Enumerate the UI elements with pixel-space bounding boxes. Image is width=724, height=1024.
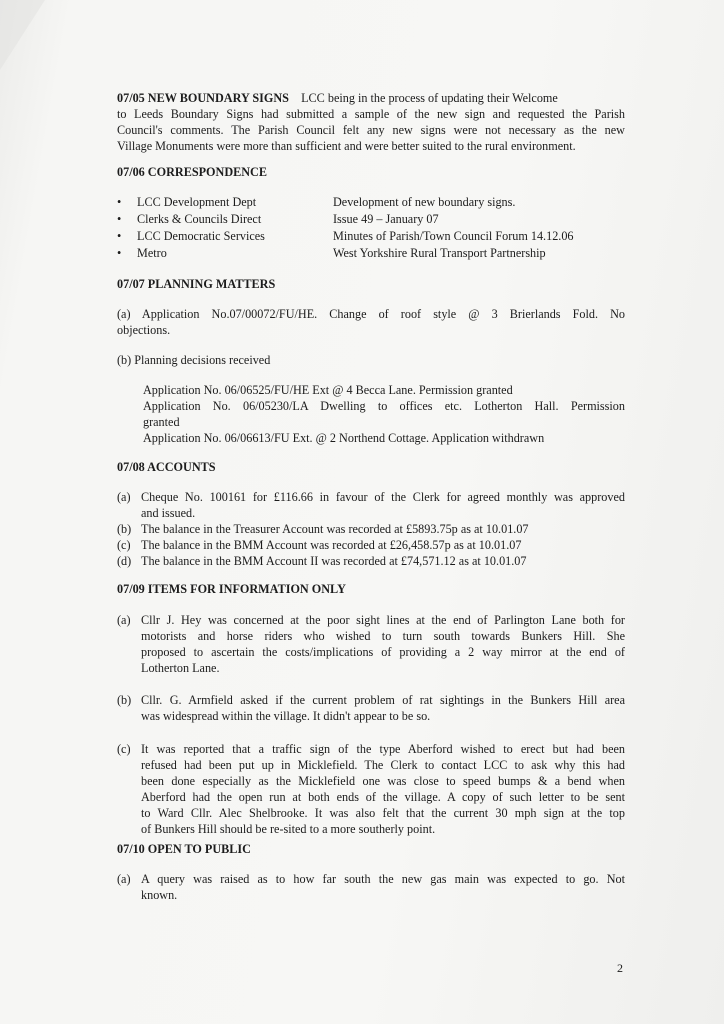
correspondence-org: Metro bbox=[137, 246, 167, 260]
item-number: (b) bbox=[117, 522, 132, 536]
public-list bbox=[117, 871, 625, 905]
paragraph-line: been done especially as the Micklefield one was close to speed bumps & a bend when bbox=[141, 774, 625, 788]
paragraph-line: Cllr J. Hey was concerned at the poor sight lines at the end of Parlington Lane both for bbox=[141, 613, 625, 627]
bullet-icon: • bbox=[117, 195, 122, 209]
item-number: (c) bbox=[117, 742, 131, 756]
paragraph-line: was widespread within the village. It didn't appear to be so. bbox=[141, 709, 431, 723]
paragraph-line: Cheque No. 100161 for £116.66 in favour of the Clerk for agreed monthly was approved bbox=[141, 490, 625, 504]
correspondence-org: Clerks & Councils Direct bbox=[137, 212, 262, 226]
list-item bbox=[117, 489, 625, 521]
section-heading: 07/08 ACCOUNTS bbox=[117, 460, 216, 474]
list-item bbox=[117, 228, 625, 244]
correspondence-desc: Minutes of Parish/Town Council Forum 14.12.06 bbox=[333, 229, 574, 243]
section-boundary-signs bbox=[117, 90, 625, 154]
item-number: (b) bbox=[117, 693, 132, 707]
paragraph-line: to Leeds Boundary Signs had submitted a sample of the new sign and requested the Parish bbox=[117, 107, 625, 121]
section-heading: 07/10 OPEN TO PUBLIC bbox=[117, 842, 251, 856]
list-item bbox=[117, 741, 625, 837]
list-item bbox=[117, 553, 625, 569]
item-number: (a) bbox=[117, 872, 131, 886]
correspondence-org: LCC Development Dept bbox=[137, 195, 257, 209]
paragraph-line: refused had been put up in Micklefield. The Clerk to contact LCC to ask why this had bbox=[141, 758, 625, 772]
list-item bbox=[117, 521, 625, 537]
paragraph-line: The balance in the Treasurer Account was recorded at £5893.75p as at 10.01.07 bbox=[141, 522, 529, 536]
paragraph-line: A query was raised as to how far south the new gas main was expected to go. Not bbox=[141, 872, 625, 886]
information-list bbox=[117, 612, 625, 842]
list-item bbox=[117, 211, 625, 227]
accounts-list bbox=[117, 489, 625, 571]
section-heading: 07/09 ITEMS FOR INFORMATION ONLY bbox=[117, 582, 346, 596]
decision-line: Application No. 06/05230/LA Dwelling to offices etc. Lotherton Hall. Permission bbox=[143, 399, 625, 413]
paragraph-line: proposed to ascertain the costs/implications of providing a 2 way mirror at the end of bbox=[141, 645, 625, 659]
paragraph-line: Cllr. G. Armfield asked if the current problem of rat sightings in the Bunkers Hill area bbox=[141, 693, 625, 707]
section-correspondence bbox=[117, 164, 625, 260]
section-accounts bbox=[117, 459, 625, 571]
section-open-to-public bbox=[117, 841, 625, 905]
bullet-icon: • bbox=[117, 212, 122, 226]
list-item bbox=[117, 245, 625, 261]
section-heading: 07/06 CORRESPONDENCE bbox=[117, 165, 267, 179]
item-number: (a) bbox=[117, 613, 131, 627]
list-item bbox=[117, 537, 625, 553]
item-number: (c) bbox=[117, 538, 131, 552]
section-planning-matters bbox=[117, 276, 625, 448]
paragraph-line: The balance in the BMM Account was recorded at £26,458.57p as at 10.01.07 bbox=[141, 538, 522, 552]
correspondence-desc: Development of new boundary signs. bbox=[333, 195, 516, 209]
item-number: (a) bbox=[117, 490, 131, 504]
correspondence-desc: Issue 49 – January 07 bbox=[333, 212, 439, 226]
paragraph-line: (b) Planning decisions received bbox=[117, 353, 271, 367]
list-item bbox=[117, 692, 625, 724]
paragraph-line: It was reported that a traffic sign of the type Aberford wished to erect but had been bbox=[141, 742, 625, 756]
paragraph-line: LCC being in the process of updating their Welcome bbox=[301, 91, 558, 105]
section-heading: 07/07 PLANNING MATTERS bbox=[117, 277, 276, 291]
paragraph-line: The balance in the BMM Account II was recorded at £74,571.12 as at 10.01.07 bbox=[141, 554, 527, 568]
page-number: 2 bbox=[617, 961, 623, 975]
paragraph-line: of Bunkers Hill should be re-sited to a more southerly point. bbox=[141, 822, 436, 836]
correspondence-desc: West Yorkshire Rural Transport Partnership bbox=[333, 246, 546, 260]
paragraph-line: Aberford had the open run at both ends of the village. A copy of such letter to be sent bbox=[141, 790, 625, 804]
bullet-icon: • bbox=[117, 229, 122, 243]
planning-decisions bbox=[117, 382, 625, 448]
paragraph-line: and issued. bbox=[141, 506, 196, 520]
decision-line: Application No. 06/06525/FU/HE Ext @ 4 Becca Lane. Permission granted bbox=[143, 383, 513, 397]
section-heading: 07/05 NEW BOUNDARY SIGNS bbox=[117, 91, 289, 105]
list-item bbox=[117, 871, 625, 903]
bullet-icon: • bbox=[117, 246, 122, 260]
paragraph-line: Village Monuments were more than sufficient and were better suited to the rural environment. bbox=[117, 139, 576, 153]
item-number: (d) bbox=[117, 554, 132, 568]
correspondence-list bbox=[117, 194, 625, 260]
paragraph-line: (a) Application No.07/00072/FU/HE. Change of roof style @ 3 Brierlands Fold. No bbox=[117, 307, 625, 321]
paragraph-line: known. bbox=[141, 888, 178, 902]
list-item bbox=[117, 194, 625, 210]
paragraph-line: Council's comments. The Parish Council felt any new signs were not necessary as the new bbox=[117, 123, 625, 137]
section-information bbox=[117, 581, 625, 842]
folded-corner bbox=[0, 0, 45, 70]
decision-line: granted bbox=[143, 415, 180, 429]
list-item bbox=[117, 612, 625, 676]
paragraph-line: motorists and horse riders who wished to turn south towards Bunkers Hill. She bbox=[141, 629, 625, 643]
paragraph-line: to Ward Cllr. Alec Shelbrooke. It was also felt that the current 30 mph sign at the top bbox=[141, 806, 625, 820]
paragraph-line: Lotherton Lane. bbox=[141, 661, 220, 675]
correspondence-org: LCC Democratic Services bbox=[137, 229, 265, 243]
decision-line: Application No. 06/06613/FU Ext. @ 2 Northend Cottage. Application withdrawn bbox=[143, 431, 545, 445]
paragraph-line: objections. bbox=[117, 323, 171, 337]
